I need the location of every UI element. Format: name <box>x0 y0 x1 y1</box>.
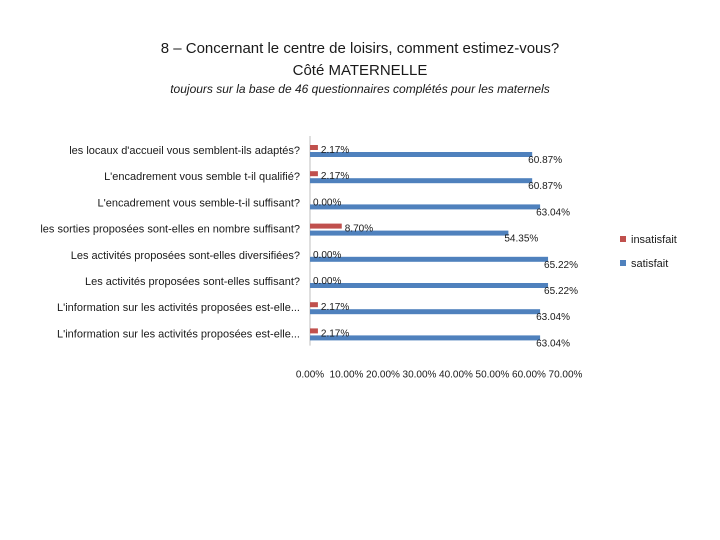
x-tick-label: 20.00% <box>366 369 400 381</box>
data-label-insatisfait: 0.00% <box>313 249 342 261</box>
chart-subtitle: toujours sur la base de 46 questionnaires complétés pour les maternels <box>170 82 550 96</box>
bar-satisfait <box>310 204 540 209</box>
data-label-satisfait: 63.04% <box>536 312 571 324</box>
data-label-insatisfait: 2.17% <box>320 328 350 340</box>
category-label: les sorties proposées sont-elles en nombre suffisant? <box>40 223 300 236</box>
bar-insatisfait <box>310 224 342 229</box>
category-label: les locaux d'accueil vous semblent-ils adaptés? <box>69 145 300 157</box>
data-label-satisfait: 60.87% <box>528 181 563 193</box>
bar-satisfait <box>310 257 548 262</box>
bar-satisfait <box>310 283 548 288</box>
data-label-insatisfait: 0.00% <box>313 197 342 209</box>
legend-swatch-satisfait <box>620 260 626 266</box>
data-label-insatisfait: 8.70% <box>344 223 374 235</box>
bar-insatisfait <box>310 302 318 307</box>
legend-swatch-insatisfait <box>620 236 626 242</box>
category-label: L'encadrement vous semble-t-il suffisant? <box>97 197 300 210</box>
data-label-satisfait: 65.22% <box>544 259 578 271</box>
x-tick-label: 30.00% <box>402 369 437 381</box>
category-label: Les activités proposées sont-elles suffisant? <box>84 276 300 288</box>
chart-title-line-2: Côté MATERNELLE <box>292 62 428 79</box>
x-tick-label: 50.00% <box>475 369 510 381</box>
data-label-satisfait: 63.04% <box>536 338 571 350</box>
legend-label-satisfait: satisfait <box>631 258 669 270</box>
data-label-insatisfait: 0.00% <box>313 276 342 287</box>
x-tick-label: 70.00% <box>548 369 583 381</box>
data-label-insatisfait: 2.17% <box>320 171 350 183</box>
category-label: Les activités proposées sont-elles diversifiées? <box>70 249 300 262</box>
bar-insatisfait <box>310 328 318 333</box>
x-tick-label: 60.00% <box>512 369 546 381</box>
x-tick-label: 40.00% <box>439 369 473 381</box>
legend-label-insatisfait: insatisfait <box>631 234 677 246</box>
x-tick-label: 0.00% <box>295 369 325 381</box>
data-label-satisfait: 54.35% <box>504 233 539 245</box>
data-label-insatisfait: 2.17% <box>320 145 350 156</box>
data-label-satisfait: 63.04% <box>536 207 571 219</box>
chart-title: 8 – Concernant le centre de loisirs, comment estimez-vous? <box>160 40 560 57</box>
x-tick-label: 10.00% <box>329 369 364 381</box>
data-label-satisfait: 60.87% <box>528 155 563 166</box>
data-label-insatisfait: 2.17% <box>320 302 350 314</box>
category-label: L'information sur les activités proposées est-elle... <box>57 302 300 315</box>
category-label: L'encadrement vous semble t-il qualifié? <box>104 171 300 184</box>
data-label-satisfait: 65.22% <box>544 286 578 297</box>
bar-insatisfait <box>310 145 318 150</box>
bar-insatisfait <box>310 171 318 176</box>
bar-satisfait <box>310 231 508 236</box>
category-label: L'information sur les activités proposées est-elle... <box>57 328 300 341</box>
